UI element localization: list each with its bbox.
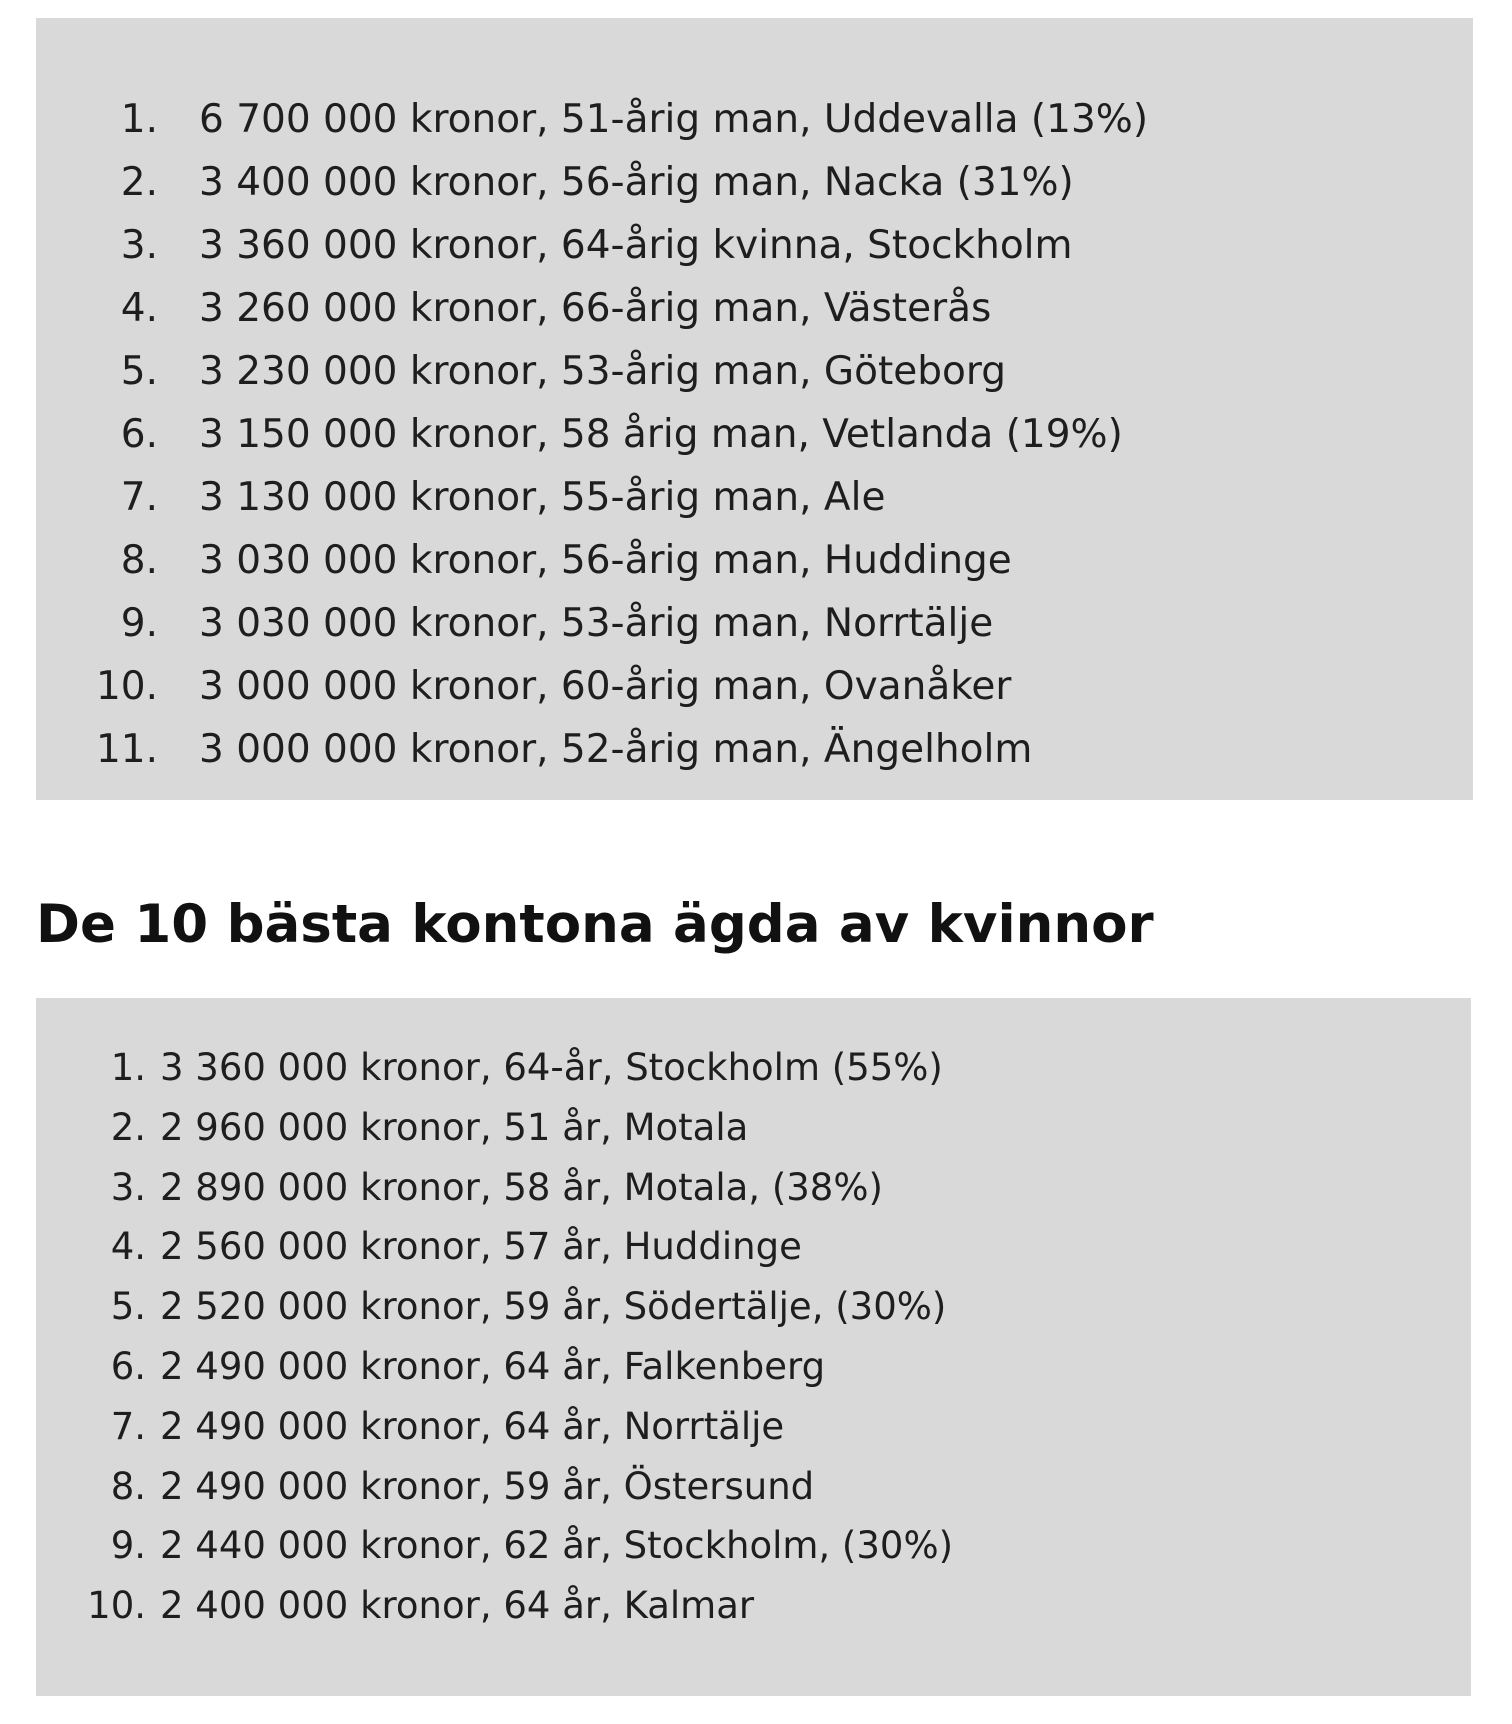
list-item-number: 8. (110, 1464, 146, 1508)
list-item-text: 2 400 000 kronor, 64 år, Kalmar (160, 1584, 755, 1628)
list-item (36, 1098, 749, 1158)
list-item (36, 340, 1007, 403)
list-item-text: 2 960 000 kronor, 51 år, Motala (160, 1105, 749, 1149)
list-item (36, 1457, 815, 1517)
list-item (36, 1038, 943, 1098)
list-item-text: 2 560 000 kronor, 57 år, Huddinge (160, 1225, 802, 1269)
section-heading: De 10 bästa kontona ägda av kvinnor (36, 894, 1154, 955)
list-item (36, 214, 1073, 277)
list-item (36, 1217, 802, 1277)
list-item-number: 5. (110, 1285, 146, 1329)
list-item-number: 6. (110, 1344, 146, 1388)
list-item (36, 151, 1074, 214)
list-item-number: 2. (110, 1105, 146, 1149)
list-item-text: 3 360 000 kronor, 64-årig kvinna, Stockholm (199, 223, 1073, 268)
list-item-text: 3 000 000 kronor, 52-årig man, Ängelholm (199, 727, 1033, 772)
top-list-box (36, 18, 1473, 800)
list-item (36, 466, 886, 529)
list-item-number: 5. (120, 349, 158, 394)
list-item-number: 8. (120, 538, 158, 583)
list-item-text: 2 890 000 kronor, 58 år, Motala, (38%) (160, 1165, 883, 1209)
list-item-text: 2 490 000 kronor, 64 år, Falkenberg (160, 1344, 826, 1388)
list-item-text: 6 700 000 kronor, 51-årig man, Uddevalla (13%) (199, 97, 1149, 142)
list-item (36, 403, 1123, 466)
list-item-number: 2. (120, 160, 158, 205)
list-item-text: 2 490 000 kronor, 59 år, Östersund (160, 1464, 815, 1508)
list-item (36, 88, 1149, 151)
list-item-text: 2 440 000 kronor, 62 år, Stockholm, (30%) (160, 1524, 954, 1568)
list-item-number: 6. (120, 412, 158, 457)
list-item-text: 3 360 000 kronor, 64-år, Stockholm (55%) (160, 1046, 943, 1089)
list-item-text: 3 260 000 kronor, 66-årig man, Västerås (199, 286, 992, 331)
list-item (36, 1337, 826, 1397)
list-item-number: 4. (110, 1225, 146, 1269)
list-item-number: 1. (110, 1046, 146, 1089)
list-item-number: 7. (110, 1404, 146, 1448)
list-item-text: 3 230 000 kronor, 53-årig man, Göteborg (199, 349, 1007, 394)
list-item-number: 4. (120, 286, 158, 331)
list-item (36, 1397, 785, 1457)
women-list-box (36, 998, 1471, 1696)
list-item-text: 2 520 000 kronor, 59 år, Södertälje, (30%) (160, 1285, 947, 1329)
list-item-text: 3 400 000 kronor, 56-årig man, Nacka (31%) (199, 160, 1074, 205)
list-item-number: 1. (120, 97, 158, 142)
list-item (36, 1576, 755, 1636)
list-item-number: 10. (95, 664, 158, 709)
list-item (36, 1277, 947, 1337)
list-item (36, 1158, 883, 1218)
list-item (36, 592, 994, 655)
list-item-text: 3 030 000 kronor, 56-årig man, Huddinge (199, 538, 1012, 583)
women-accounts-list (36, 1038, 954, 1636)
list-item (36, 277, 992, 340)
list-item-text: 2 490 000 kronor, 64 år, Norrtälje (160, 1404, 785, 1448)
list-item-number: 7. (120, 475, 158, 520)
list-item-number: 9. (110, 1524, 146, 1568)
list-item-text: 3 000 000 kronor, 60-årig man, Ovanåker (199, 664, 1012, 709)
list-item-number: 3. (110, 1165, 146, 1209)
list-item-text: 3 130 000 kronor, 55-årig man, Ale (199, 475, 886, 520)
list-item-text: 3 150 000 kronor, 58 årig man, Vetlanda (19%) (199, 412, 1123, 457)
list-item-text: 3 030 000 kronor, 53-årig man, Norrtälje (199, 601, 994, 646)
list-item (36, 1516, 954, 1576)
top-accounts-list (36, 88, 1149, 781)
list-item-number: 9. (120, 601, 158, 646)
list-item-number: 3. (120, 223, 158, 268)
list-item (36, 529, 1012, 592)
list-item-number: 10. (87, 1584, 146, 1628)
list-item (36, 655, 1012, 718)
list-item-number: 11. (95, 727, 158, 772)
list-item (36, 718, 1033, 781)
